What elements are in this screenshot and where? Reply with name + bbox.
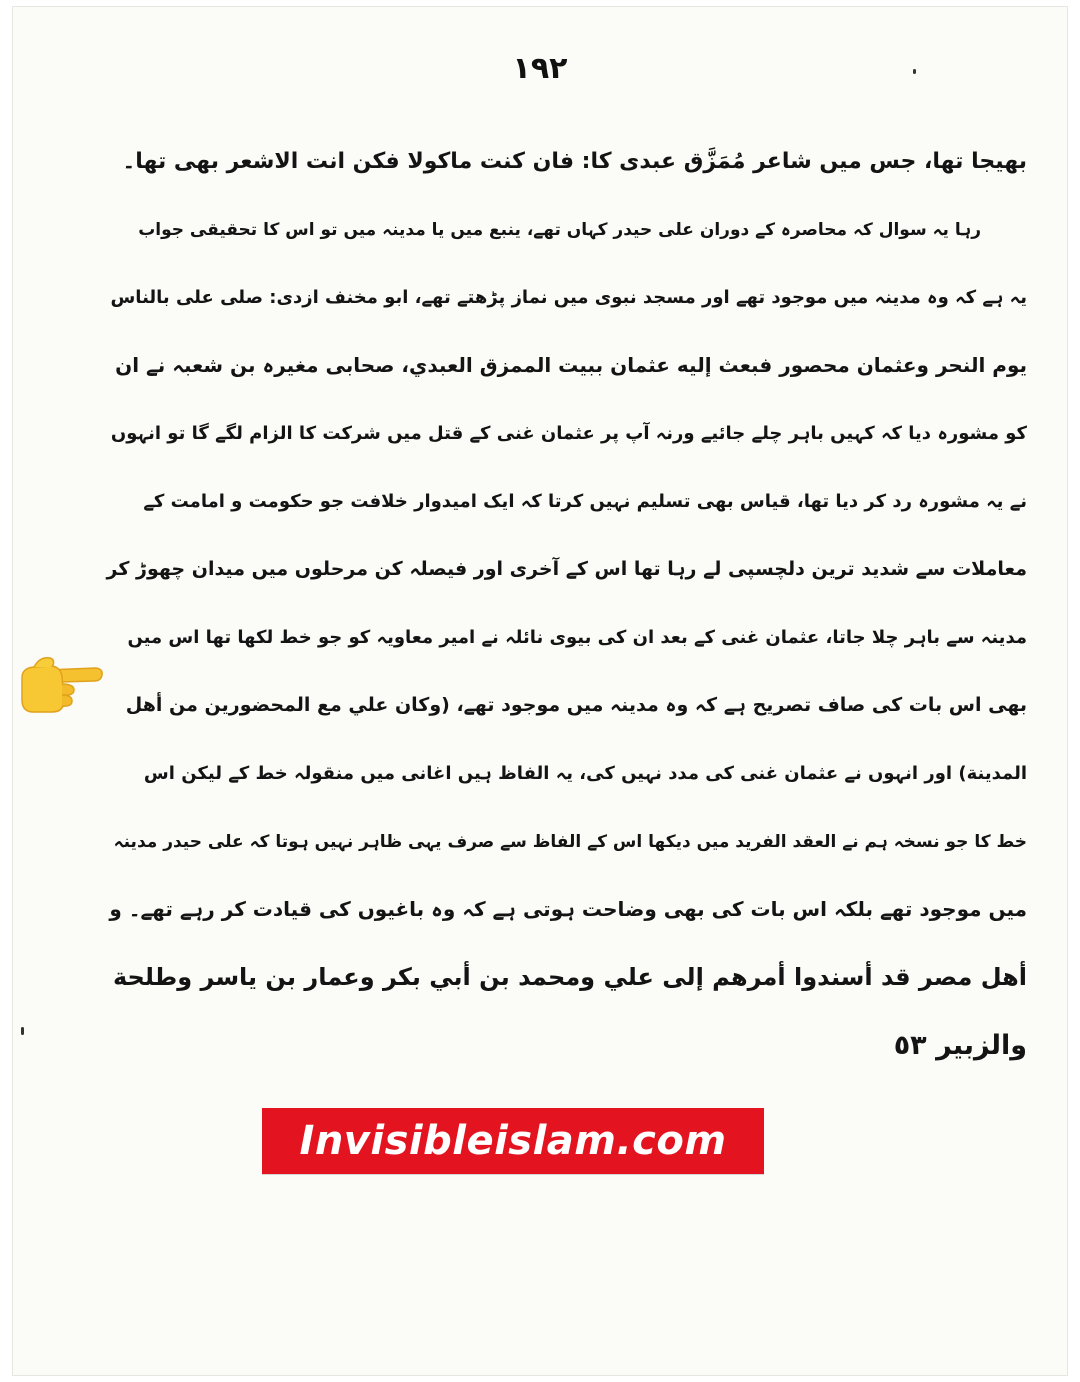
text-line-12: میں موجود تھے بلکہ اس بات کی بھی وضاحت ہوتی ہے کہ وہ باغیوں کی قیادت کر رہے تھے۔ و [109, 897, 1027, 921]
website-watermark-banner [262, 1108, 764, 1174]
text-line-3: یہ ہے کہ وہ مدینہ میں موجود تھے اور مسجد نبوی میں نماز پڑھتے تھے، ابو مخنف ازدی: صلی علی بالناس [110, 286, 1027, 308]
text-line-5: کو مشورہ دیا کہ کہیں باہر چلے جائیے ورنہ آپ پر عثمان غنی کے قتل میں شرکت کا الزام لگے گا تو انہوں [110, 422, 1027, 444]
text-line-4: یوم النحر وعثمان محصور فبعث إليه عثمان ببيت الممزق العبدي، صحابی مغیرہ بن شعبہ نے ان [115, 353, 1027, 377]
website-watermark-text: Invisibleislam.com [299, 1118, 727, 1164]
pointing-hand-icon [16, 648, 104, 718]
text-line-10: المدينة) اور انہوں نے عثمان غنی کی مدد نہیں کی، یہ الفاظ ہیں اغانی میں منقولہ خط کے لیکن اس [143, 762, 1027, 784]
text-line-8: مدینہ سے باہر چلا جاتا، عثمان غنی کے بعد ان کی بیوی نائلہ نے امیر معاویہ کو جو خط لکھا تھا اس میں [127, 626, 1027, 648]
text-line-6: نے یہ مشورہ رد کر دیا تھا، قیاس بھی تسلیم نہیں کرتا کہ ایک امیدوار خلافت جو حکومت و امامت کے [143, 490, 1027, 512]
text-line-13: أهل مصر قد أسندوا أمرهم إلى علي ومحمد بن أبي بكر وعمار بن ياسر وطلحة [112, 963, 1027, 991]
text-line-14: والزبير ٥٣ [893, 1029, 1027, 1061]
text-line-11: خط کا جو نسخہ ہم نے العقد الفرید میں دیکھا اس کے الفاظ سے صرف یہی ظاہر نہیں ہوتا کہ علی حیدر مدینہ [113, 831, 1027, 852]
paper-speck [21, 1027, 24, 1035]
page-body-text [105, 127, 1027, 1079]
paper-speck [913, 69, 916, 74]
text-line-2: رہا یہ سوال کہ محاصرہ کے دوران علی حیدر کہاں تھے، ینبع میں یا مدینہ میں تو اس کا تحقیقی جواب [138, 219, 981, 240]
text-line-7: معاملات سے شدید ترین دلچسپی لے رہا تھا اس کے آخری اور فیصلہ کن مرحلوں میں میدان چھوڑ کر [106, 558, 1027, 580]
text-line-9: بھی اس بات کی صاف تصریح ہے کہ وہ مدینہ میں موجود تھے، (وكان علي مع المحضورين من أهل [125, 694, 1027, 716]
text-line-1: بھیجا تھا، جس میں شاعر مُمَزَّق عبدی کا: فان کنت ماکولا فکن انت الاشعر بھی تھا۔ [122, 148, 1027, 174]
page-number: ١٩٢ [512, 51, 568, 86]
